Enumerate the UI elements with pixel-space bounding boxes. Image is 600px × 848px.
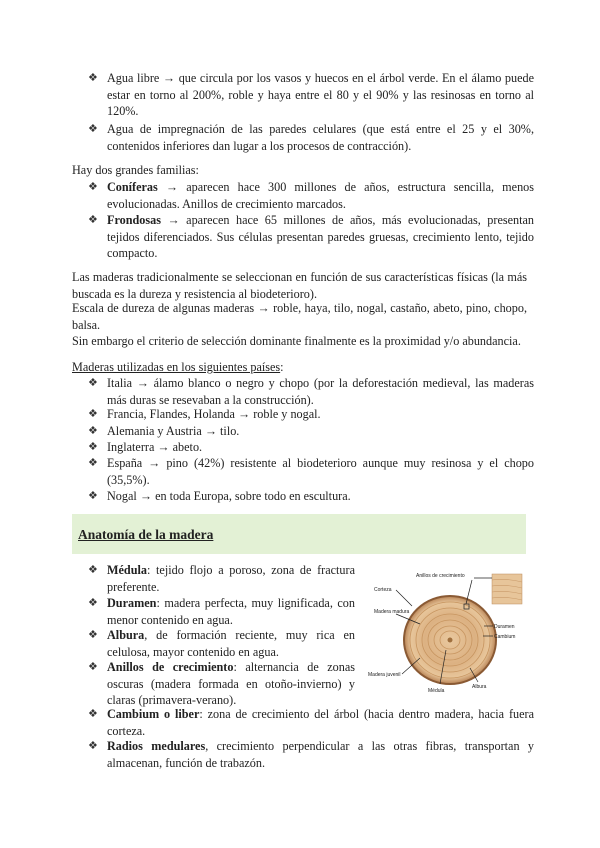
diamond-bullet-icon: ❖	[88, 740, 98, 752]
label-duramen: Duramen	[494, 624, 515, 630]
section-header	[72, 514, 526, 554]
list-item: ❖ Inglaterra → abeto.	[88, 440, 203, 454]
list-item: ❖ Cambium o liber: zona de crecimiento del árbol (hacia dentro madera, hacia fuera corteza.	[88, 707, 534, 738]
list-item: ❖ Francia, Flandes, Holanda → roble y nogal.	[88, 407, 321, 421]
list-item: ❖ Radios medulares, crecimiento perpendicular a las otras fibras, transportan y almacenan, función de trabazón.	[88, 739, 534, 770]
list-item: ❖ Nogal → en toda Europa, sobre todo en escultura.	[88, 489, 351, 503]
diamond-bullet-icon: ❖	[88, 408, 98, 420]
paragraph: Las maderas tradicionalmente se seleccionan en función de sus características físicas (la más buscada es la dureza y resistencia al biodeterioro).	[72, 270, 527, 301]
plank-image	[492, 574, 522, 604]
list-item: ❖ Duramen: madera perfecta, muy lignificada, con menor contenido en agua.	[88, 596, 355, 627]
diamond-bullet-icon: ❖	[88, 457, 98, 469]
diamond-bullet-icon: ❖	[88, 72, 98, 84]
section-title: Anatomía de la madera	[78, 527, 214, 542]
term: Duramen	[107, 596, 157, 610]
diamond-bullet-icon: ❖	[88, 629, 98, 641]
list-item: ❖ Frondosas → aparecen hace 65 millones de años, más evolucionadas, presentan tejidos diferenciados. Sus células presentan paredes gruesas, crecimiento lento, tejido compacto.	[88, 213, 534, 261]
countries-heading: Maderas utilizadas en los siguientes países:	[72, 360, 284, 374]
water-item-text: Agua libre → que circula por los vasos y huecos en el árbol verde. En el álamo puede estar en torno al 200%, roble y haya entre el 80 y el 90% y las resinosas en torno al 120%.	[107, 71, 534, 119]
label-cambium: Cambium	[494, 634, 516, 640]
term: Anillos de crecimiento	[107, 660, 234, 674]
paragraph: Sin embargo el criterio de selección dominante finalmente es la proximidad y/o abundancia.	[72, 334, 521, 348]
list-item	[88, 70, 538, 120]
water-item-text: Agua de impregnación de las paredes celulares (que está entre el 25 y el 30%, contenidos inferiores dan lugar a los procesos de contracción).	[107, 122, 534, 153]
diamond-bullet-icon: ❖	[88, 214, 98, 226]
term: Radios medulares	[107, 739, 206, 753]
label-corteza: Corteza	[374, 587, 392, 593]
term: Cambium o liber	[107, 707, 200, 721]
list-item: ❖ Alemania y Austria → tilo.	[88, 424, 240, 438]
diamond-bullet-icon: ❖	[88, 123, 98, 135]
list-item: ❖ Anillos de crecimiento: alternancia de zonas oscuras (madera formada en otoño-invierno) y claras (primavera-verano).	[88, 660, 355, 708]
diamond-bullet-icon: ❖	[88, 441, 98, 453]
diamond-bullet-icon: ❖	[88, 597, 98, 609]
term: Albura	[107, 628, 145, 642]
diamond-bullet-icon: ❖	[88, 377, 98, 389]
list-item: ❖ Coníferas → aparecen hace 300 millones de años, estructura sencilla, menos evolucionadas. Anillos de crecimiento marcados.	[88, 180, 534, 211]
families-intro: Hay dos grandes familias:	[72, 163, 199, 177]
label-madera-madura: Madera madura	[374, 609, 410, 615]
list-item: ❖ Médula: tejido flojo a poroso, zona de fractura preferente.	[88, 563, 355, 594]
diamond-bullet-icon: ❖	[88, 181, 98, 193]
term: Frondosas	[107, 213, 161, 227]
label-anillos: Anillos de crecimiento	[416, 573, 465, 579]
label-medula: Médula	[428, 688, 445, 694]
paragraph: Escala de dureza de algunas maderas → roble, haya, tilo, nogal, castaño, abeto, pino, chopo, balsa.	[72, 301, 527, 332]
list-item: ❖ España → pino (42%) resistente al biodeterioro aunque muy resinosa y el chopo (35,5%).	[88, 456, 534, 487]
diamond-bullet-icon: ❖	[88, 661, 98, 673]
list-item	[88, 121, 538, 155]
diamond-bullet-icon: ❖	[88, 564, 98, 576]
label-madera-juvenil: Madera juvenil	[368, 672, 401, 678]
diamond-bullet-icon: ❖	[88, 425, 98, 437]
wood-cross-section-diagram	[366, 566, 528, 698]
diamond-bullet-icon: ❖	[88, 708, 98, 720]
label-albura: Albura	[472, 684, 487, 690]
list-item: ❖ Albura, de formación reciente, muy rica en celulosa, mayor contenido en agua.	[88, 628, 355, 659]
diamond-bullet-icon: ❖	[88, 490, 98, 502]
term: Médula	[107, 563, 147, 577]
list-item: ❖ Italia → álamo blanco o negro y chopo (por la deforestación medieval, las maderas más duras se resevaban a la construcción).	[88, 376, 534, 407]
term: Coníferas	[107, 180, 158, 194]
